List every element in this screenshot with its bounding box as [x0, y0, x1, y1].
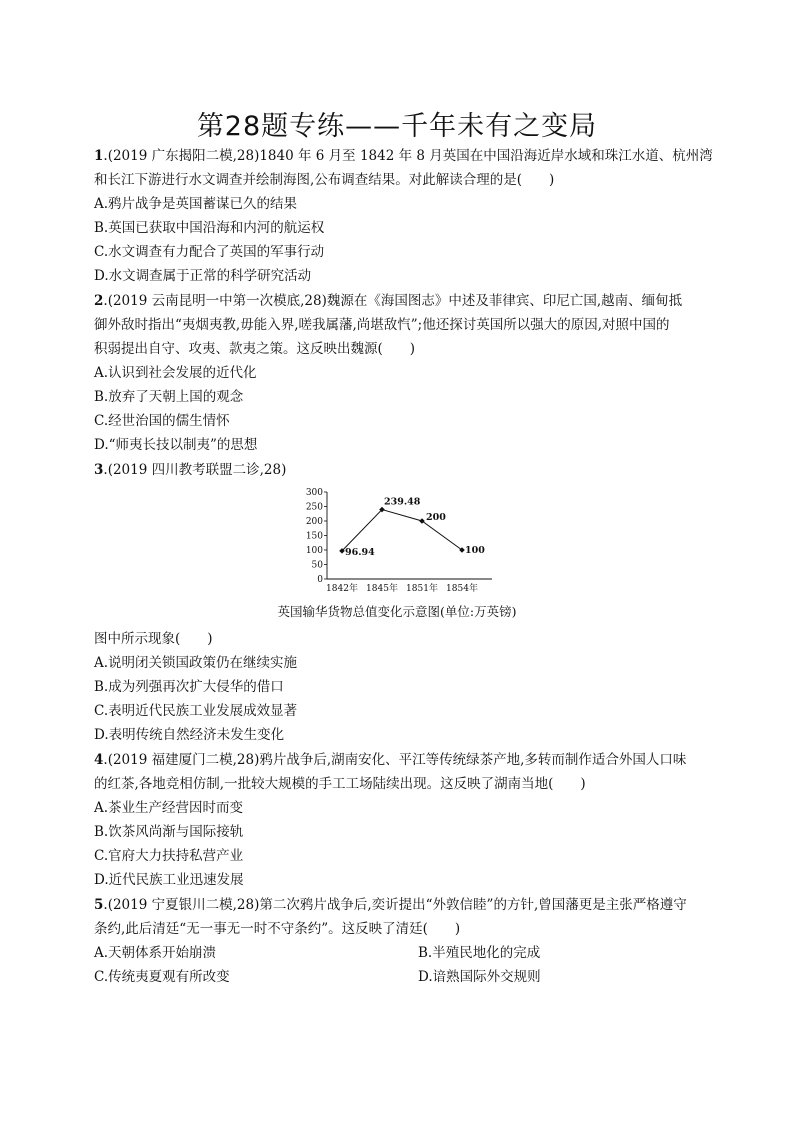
q1-number: 1 [94, 148, 104, 164]
q2-stem-text-1: .(2019 云南昆明一中第一次模底,28)魏源在《海国图志》中述及菲律宾、印尼亡国,越南、缅甸抵 [103, 293, 683, 309]
x-tick-label: 1851年 [406, 584, 438, 594]
q5-options-row-1 [94, 942, 714, 964]
q3-stem-text-1: .(2019 四川教考联盟二诊,28) [103, 462, 287, 478]
q5-option-b[interactable]: B.半殖民地化的完成 [418, 945, 541, 961]
y-tick-label: 150 [305, 531, 323, 542]
y-tick-label: 100 [305, 546, 323, 556]
q5-option-a[interactable]: A.天朝体系开始崩溃 [94, 945, 217, 961]
q5-options-row-2 [94, 966, 714, 988]
q2-stem-line-2: 御外敌时指出“夷烟夷教,毋能入界,嗟我属藩,尚堪敌忾”;他还探讨英国所以强大的原因,对照中国的 [94, 317, 670, 333]
q1-stem-line-1 [94, 145, 714, 167]
y-tick-label: 300 [305, 488, 323, 498]
data-value-label: 239.48 [384, 496, 421, 508]
q3-stem-line-1 [94, 459, 714, 481]
q5-number: 5 [94, 897, 104, 913]
q3-option-b[interactable]: B.成为列强再次扩大侵华的借口 [94, 679, 284, 695]
chart-x-ticks [326, 582, 478, 594]
q2-stem-line-3: 积弱提出自守、攻夷、款夷之策。这反映出魏源( ) [94, 341, 416, 357]
q4-option-d[interactable]: D.近代民族工业迅速发展 [94, 872, 244, 888]
y-tick-label: 0 [317, 575, 323, 585]
data-value-label: 200 [426, 512, 446, 523]
q5-option-d[interactable]: D.谙熟国际外交规则 [418, 969, 541, 985]
chart-y-ticks [306, 488, 327, 585]
q5-stem-line-2: 条约,此后清廷“无一事无一时不守条约”。这反映了清廷( ) [94, 921, 461, 937]
x-tick-label: 1845年 [366, 584, 398, 594]
q1-option-b[interactable]: B.英国已获取中国沿海和内河的航运权 [94, 220, 325, 236]
q1-option-c[interactable]: C.水文调查有力配合了英国的军事行动 [94, 244, 325, 260]
q4-option-a[interactable]: A.茶业生产经营因时而变 [94, 800, 244, 816]
export-value-line-chart [296, 484, 496, 596]
q5-stem-text-1: .(2019 宁夏银川二模,28)第二次鸦片战争后,奕䜣提出“外敦信睦”的方针,曾国藩更是主张严格遵守 [103, 897, 687, 913]
data-value-label: 96.94 [345, 546, 375, 558]
q2-stem-line-1 [94, 290, 714, 312]
x-tick-label: 1842年 [326, 584, 358, 594]
q5-stem-line-1 [94, 894, 714, 916]
y-tick-label: 250 [305, 502, 323, 513]
chart-caption: 英国输华货物总值变化示意图(单位:万英镑) [277, 604, 517, 619]
q1-stem-line-2: 和长江下游进行水文调查并绘制海图,公布调查结果。对此解读合理的是( ) [94, 172, 555, 188]
q3-after-chart: 图中所示现象( ) [94, 631, 213, 647]
q3-option-d[interactable]: D.表明传统自然经济未发生变化 [94, 727, 285, 743]
q4-number: 4 [94, 752, 104, 768]
q2-option-d[interactable]: D.“师夷长技以制夷”的思想 [94, 437, 258, 453]
y-tick-label: 200 [305, 517, 323, 527]
q2-option-a[interactable]: A.认识到社会发展的近代化 [94, 365, 257, 381]
q4-stem-line-2: 的红茶,各地竞相仿制,一批较大规模的手工工场陆续出现。这反映了湖南当地( ) [94, 776, 586, 792]
x-tick-label: 1854年 [446, 584, 478, 594]
y-tick-label: 50 [311, 560, 323, 571]
chart-value-labels [345, 497, 485, 558]
q4-stem-line-1 [94, 749, 714, 771]
q1-stem-text-1: .(2019 广东揭阳二模,28)1840 年 6 月至 1842 年 8 月英国在中国沿海近岸水域和珠江水道、杭州湾 [103, 148, 713, 164]
page-title: 第28题专练——千年未有之变局 [196, 111, 598, 142]
q2-option-c[interactable]: C.经世治国的儒生情怀 [94, 413, 230, 429]
q2-number: 2 [94, 293, 104, 309]
q2-option-b[interactable]: B.放弃了天朝上国的观念 [94, 389, 244, 405]
q5-option-c[interactable]: C.传统夷夏观有所改变 [94, 969, 230, 985]
q3-number: 3 [94, 462, 104, 478]
q4-option-c[interactable]: C.官府大力扶持私营产业 [94, 848, 244, 864]
q1-option-a[interactable]: A.鸦片战争是英国蓄谋已久的结果 [94, 196, 298, 212]
q4-stem-text-1: .(2019 福建厦门二模,28)鸦片战争后,湖南安化、平江等传统绿茶产地,多转而制作适合外国人口味 [103, 752, 687, 768]
data-value-label: 100 [465, 545, 485, 556]
q3-option-c[interactable]: C.表明近代民族工业发展成效显著 [94, 703, 298, 719]
q1-option-d[interactable]: D.水文调查属于正常的科学研究活动 [94, 268, 312, 284]
q4-option-b[interactable]: B.饮茶风尚渐与国际接轨 [94, 824, 244, 840]
q3-option-a[interactable]: A.说明闭关锁国政策仍在继续实施 [94, 655, 298, 671]
